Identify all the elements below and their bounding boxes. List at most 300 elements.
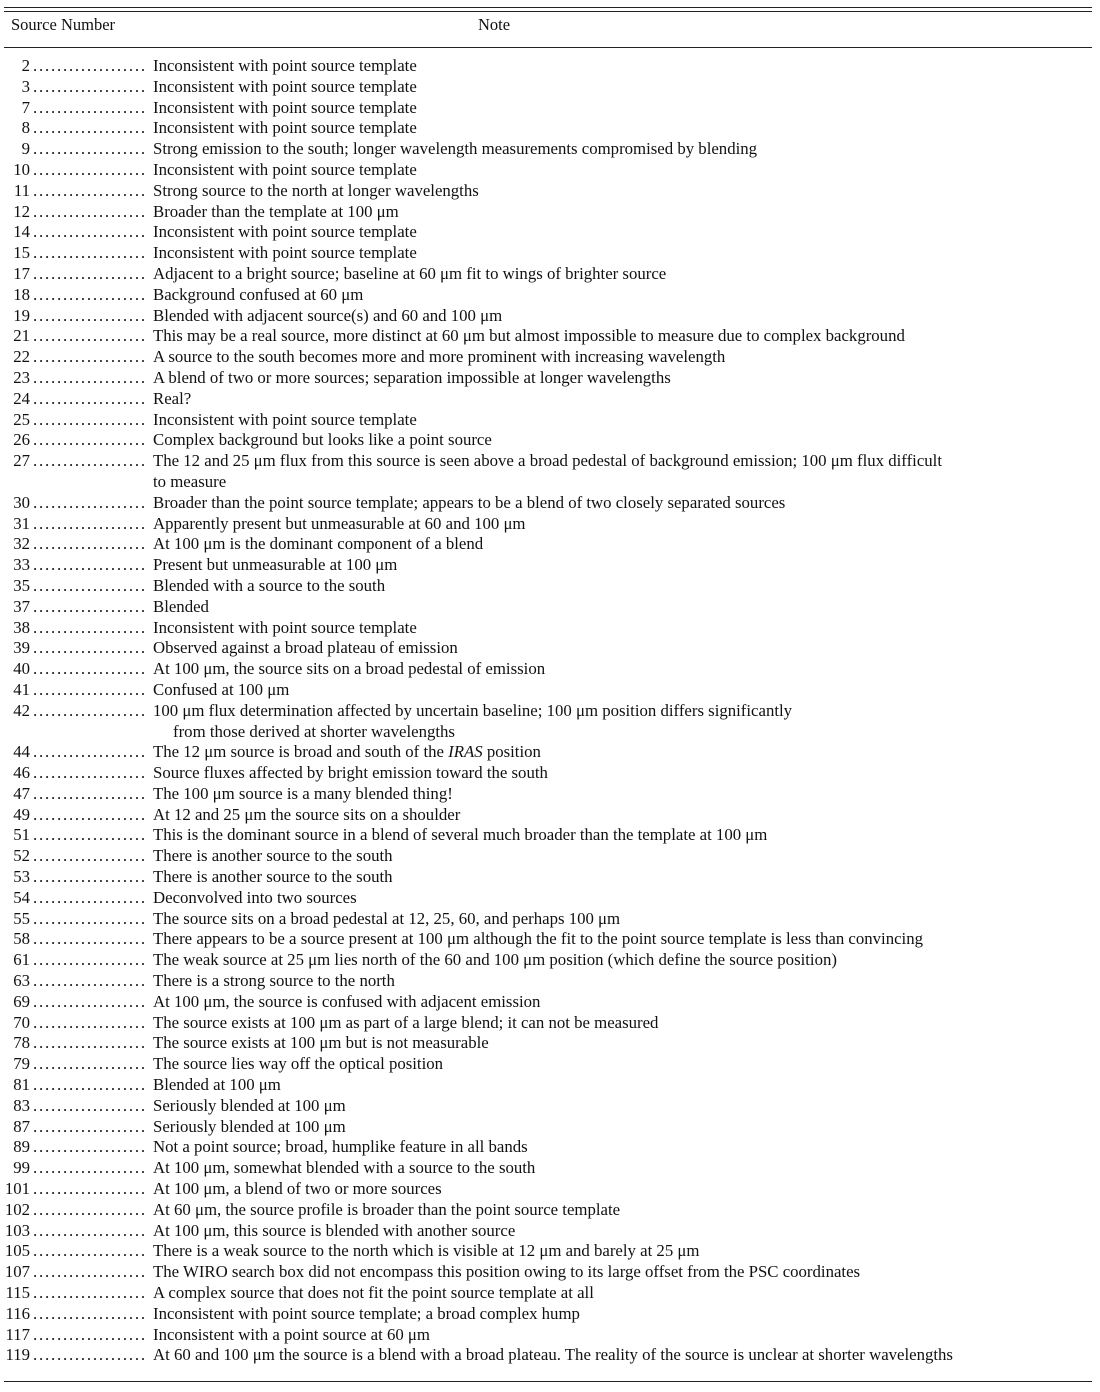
table-row [0, 805, 1100, 826]
source-number: 14 [13, 222, 30, 242]
note-line: Seriously blended at 100 μm [153, 1116, 346, 1136]
source-number: 37 [13, 596, 30, 616]
source-number: 46 [13, 763, 30, 783]
leader-dots [33, 1241, 145, 1262]
note-text [153, 950, 1093, 971]
source-number: 2 [21, 56, 30, 75]
note-text [153, 576, 1093, 597]
leader-dots [33, 638, 145, 659]
table-row [0, 1054, 1100, 1075]
table-row [0, 451, 1100, 493]
note-line: Real? [153, 388, 192, 408]
table-row [0, 306, 1100, 327]
note-text [153, 1325, 1093, 1346]
note-line: Inconsistent with point source template [153, 222, 417, 242]
note-text [153, 98, 1093, 119]
header-source-number: Source Number [11, 15, 116, 34]
source-number: 119 [5, 1345, 30, 1365]
leader-dots [33, 576, 145, 597]
leader-dots [33, 909, 145, 930]
table-row [0, 1304, 1100, 1325]
table-row [0, 326, 1100, 347]
note-text [153, 1158, 1093, 1179]
note-line: Present but unmeasurable at 100 μm [153, 555, 398, 575]
leader-dots [33, 597, 145, 618]
note-line: The weak source at 25 μm lies north of the 60 and 100 μm position (which define the source position) [153, 950, 837, 970]
note-line: At 100 μm, the source sits on a broad pedestal of emission [153, 659, 546, 679]
table-row [0, 118, 1100, 139]
note-text [153, 202, 1093, 223]
source-number: 21 [13, 326, 30, 346]
note-text [153, 784, 1093, 805]
note-line: Source fluxes affected by bright emission toward the south [153, 763, 548, 783]
table-row [0, 659, 1100, 680]
leader-dots [33, 430, 145, 451]
source-number: 18 [13, 284, 30, 304]
table-row [0, 1075, 1100, 1096]
note-line: Inconsistent with point source template [153, 56, 417, 75]
source-number: 30 [13, 492, 30, 512]
table-row [0, 576, 1100, 597]
source-number: 10 [13, 159, 30, 179]
note-text [153, 243, 1093, 264]
leader-dots [33, 56, 145, 77]
note-line: At 100 μm, the source is confused with adjacent emission [153, 991, 541, 1011]
note-text [153, 1117, 1093, 1138]
source-number: 89 [13, 1137, 30, 1157]
source-number: 42 [13, 700, 30, 720]
source-number: 7 [21, 97, 30, 117]
source-number: 52 [13, 846, 30, 866]
table-row [0, 243, 1100, 264]
table-row [0, 909, 1100, 930]
note-text [153, 222, 1093, 243]
note-text [153, 1054, 1093, 1075]
table-row [0, 763, 1100, 784]
table-row [0, 534, 1100, 555]
note-text [153, 971, 1093, 992]
note-line: At 60 μm, the source profile is broader than the point source template [153, 1199, 621, 1219]
note-text [153, 1033, 1093, 1054]
top-rule-second [4, 11, 1092, 12]
table-row [0, 160, 1100, 181]
table-row [0, 1033, 1100, 1054]
table-row [0, 1345, 1100, 1366]
leader-dots [33, 701, 145, 722]
note-line: Observed against a broad plateau of emission [153, 638, 458, 658]
note-text [153, 1075, 1093, 1096]
note-continuation: to measure [153, 471, 227, 491]
note-text [153, 56, 1093, 77]
source-number: 47 [13, 783, 30, 803]
leader-dots [33, 98, 145, 119]
source-number: 55 [13, 908, 30, 928]
note-text [153, 929, 1093, 950]
table-row [0, 867, 1100, 888]
leader-dots [33, 992, 145, 1013]
source-number: 32 [13, 534, 30, 554]
leader-dots [33, 306, 145, 327]
bottom-rule [4, 1381, 1092, 1382]
source-number: 8 [21, 118, 30, 138]
note-line: The source exists at 100 μm as part of a large blend; it can not be measured [153, 1012, 659, 1032]
note-line: The source lies way off the optical position [153, 1054, 444, 1074]
leader-dots [33, 1304, 145, 1325]
table-row [0, 285, 1100, 306]
leader-dots [33, 1137, 145, 1158]
table-row [0, 1117, 1100, 1138]
table-row [0, 1221, 1100, 1242]
note-line: At 100 μm, a blend of two or more sources [153, 1179, 442, 1199]
note-line: At 12 and 25 μm the source sits on a shoulder [153, 804, 461, 824]
table-row [0, 888, 1100, 909]
source-number: 44 [13, 742, 30, 762]
leader-dots [33, 929, 145, 950]
note-line: There appears to be a source present at 100 μm although the fit to the point source template is less than convincing [153, 929, 923, 949]
table-row [0, 493, 1100, 514]
leader-dots [33, 1013, 145, 1034]
note-text [153, 701, 1093, 743]
source-number: 78 [13, 1033, 30, 1053]
note-text [153, 430, 1093, 451]
table-row [0, 742, 1100, 763]
source-number: 83 [13, 1095, 30, 1115]
table-row [0, 1158, 1100, 1179]
leader-dots [33, 1158, 145, 1179]
source-number: 63 [13, 971, 30, 991]
table-row [0, 1179, 1100, 1200]
note-text [153, 659, 1093, 680]
table-row [0, 181, 1100, 202]
note-text [153, 1013, 1093, 1034]
note-text [153, 1096, 1093, 1117]
note-line: Inconsistent with point source template [153, 617, 417, 637]
source-number: 39 [13, 638, 30, 658]
table-row [0, 202, 1100, 223]
table-row [0, 430, 1100, 451]
note-text [153, 1137, 1093, 1158]
note-line: There is another source to the south [153, 846, 393, 866]
note-text [153, 888, 1093, 909]
source-number: 41 [13, 679, 30, 699]
leader-dots [33, 1325, 145, 1346]
table-row [0, 1283, 1100, 1304]
leader-dots [33, 160, 145, 181]
note-text [153, 763, 1093, 784]
leader-dots [33, 1179, 145, 1200]
note-line: Inconsistent with point source template; a broad complex hump [153, 1303, 580, 1323]
leader-dots [33, 410, 145, 431]
note-text [153, 638, 1093, 659]
leader-dots [33, 680, 145, 701]
note-line: Strong source to the north at longer wavelengths [153, 180, 479, 200]
note-text [153, 805, 1093, 826]
note-line: At 100 μm, this source is blended with another source [153, 1220, 516, 1240]
note-text [153, 285, 1093, 306]
note-line: At 60 and 100 μm the source is a blend with a broad plateau. The reality of the source is unclear at shorter wavelengths [153, 1345, 953, 1365]
table-row [0, 1200, 1100, 1221]
source-number: 24 [13, 388, 30, 408]
note-line: Broader than the point source template; appears to be a blend of two closely separated sources [153, 492, 786, 512]
note-line: There is a strong source to the north [153, 971, 395, 991]
top-rule [4, 7, 1092, 8]
source-number: 53 [13, 867, 30, 887]
source-number: 17 [13, 263, 30, 283]
leader-dots [33, 950, 145, 971]
table-row [0, 389, 1100, 410]
note-line: Blended with a source to the south [153, 575, 386, 595]
source-number: 25 [13, 409, 30, 429]
note-text [153, 410, 1093, 431]
table-row [0, 638, 1100, 659]
table-row [0, 139, 1100, 160]
table-row [0, 347, 1100, 368]
source-number: 105 [4, 1241, 30, 1261]
note-text [153, 181, 1093, 202]
note-text [153, 1179, 1093, 1200]
note-text [153, 368, 1093, 389]
leader-dots [33, 1283, 145, 1304]
note-text [153, 992, 1093, 1013]
leader-dots [33, 222, 145, 243]
note-line: The source sits on a broad pedestal at 12, 25, 60, and perhaps 100 μm [153, 908, 621, 928]
leader-dots [33, 825, 145, 846]
note-text [153, 160, 1093, 181]
table-row [0, 846, 1100, 867]
note-text [153, 1200, 1093, 1221]
note-text [153, 1304, 1093, 1325]
note-line: A blend of two or more sources; separation impossible at longer wavelengths [153, 367, 671, 387]
note-text [153, 77, 1093, 98]
source-number: 79 [13, 1054, 30, 1074]
table-row [0, 618, 1100, 639]
source-number: 116 [5, 1303, 30, 1323]
note-text [153, 389, 1093, 410]
note-line: Inconsistent with point source template [153, 118, 417, 138]
note-line: Inconsistent with point source template [153, 409, 417, 429]
note-line: Inconsistent with a point source at 60 μm [153, 1324, 430, 1344]
note-text [153, 867, 1093, 888]
leader-dots [33, 1200, 145, 1221]
note-text [153, 555, 1093, 576]
source-number: 107 [4, 1262, 30, 1282]
leader-dots [33, 1033, 145, 1054]
source-number: 103 [4, 1220, 30, 1240]
note-text [153, 118, 1093, 139]
note-line: A source to the south becomes more and more prominent with increasing wavelength [153, 347, 726, 367]
leader-dots [33, 139, 145, 160]
note-line: Blended at 100 μm [153, 1075, 281, 1095]
note-text [153, 534, 1093, 555]
note-line: There is a weak source to the north which is visible at 12 μm and barely at 25 μm [153, 1241, 700, 1261]
leader-dots [33, 389, 145, 410]
header-rule [4, 47, 1092, 48]
source-number: 54 [13, 887, 30, 907]
source-number: 117 [5, 1324, 30, 1344]
note-text [153, 1283, 1093, 1304]
table-row [0, 701, 1100, 743]
source-number: 101 [4, 1179, 30, 1199]
note-text [153, 139, 1093, 160]
note-text [153, 514, 1093, 535]
table-row [0, 222, 1100, 243]
leader-dots [33, 1096, 145, 1117]
note-line: This is the dominant source in a blend of several much broader than the template at 100 μm [153, 825, 768, 845]
leader-dots [33, 846, 145, 867]
leader-dots [33, 763, 145, 784]
table-row [0, 929, 1100, 950]
source-number: 115 [5, 1283, 30, 1303]
note-text [153, 909, 1093, 930]
leader-dots [33, 555, 145, 576]
note-text [153, 451, 1093, 493]
note-line: The WIRO search box did not encompass this position owing to its large offset from the PSC coordinates [153, 1262, 861, 1282]
source-number: 102 [4, 1199, 30, 1219]
source-number: 23 [13, 367, 30, 387]
source-number: 87 [13, 1116, 30, 1136]
source-number: 49 [13, 804, 30, 824]
table-row [0, 514, 1100, 535]
table-row [0, 1013, 1100, 1034]
source-number: 11 [13, 180, 30, 200]
table-row [0, 56, 1100, 77]
note-text [153, 846, 1093, 867]
table-row [0, 98, 1100, 119]
note-text [153, 825, 1093, 846]
leader-dots [33, 181, 145, 202]
source-number: 19 [13, 305, 30, 325]
note-text [153, 1345, 1093, 1366]
note-line: Blended with adjacent source(s) and 60 and 100 μm [153, 305, 503, 325]
note-line: At 100 μm is the dominant component of a blend [153, 534, 484, 554]
leader-dots [33, 243, 145, 264]
note-line: The 12 μm source is broad and south of the IRAS position [153, 742, 541, 762]
source-number: 61 [13, 950, 30, 970]
note-text [153, 597, 1093, 618]
table-row [0, 680, 1100, 701]
table-row [0, 1241, 1100, 1262]
leader-dots [33, 534, 145, 555]
note-line: Background confused at 60 μm [153, 284, 364, 304]
note-line: Inconsistent with point source template [153, 76, 417, 96]
source-number: 69 [13, 991, 30, 1011]
note-line: The 12 and 25 μm flux from this source is seen above a broad pedestal of background emission; 100 μm flux difficult [153, 451, 942, 471]
note-line: Not a point source; broad, humplike feature in all bands [153, 1137, 528, 1157]
note-line: Blended [153, 596, 209, 616]
note-continuation: from those derived at shorter wavelengths [173, 721, 455, 741]
table-row [0, 950, 1100, 971]
leader-dots [33, 514, 145, 535]
leader-dots [33, 326, 145, 347]
source-number: 99 [13, 1158, 30, 1178]
note-text [153, 618, 1093, 639]
note-line: Adjacent to a bright source; baseline at 60 μm fit to wings of brighter source [153, 263, 667, 283]
source-number: 27 [13, 451, 30, 471]
table-row [0, 555, 1100, 576]
table-row [0, 1262, 1100, 1283]
leader-dots [33, 784, 145, 805]
leader-dots [33, 77, 145, 98]
leader-dots [33, 1075, 145, 1096]
table-row [0, 784, 1100, 805]
note-text [153, 493, 1093, 514]
header-note: Note [478, 15, 511, 34]
note-text [153, 326, 1093, 347]
leader-dots [33, 1345, 145, 1366]
note-line: The source exists at 100 μm but is not measurable [153, 1033, 489, 1053]
note-line: Inconsistent with point source template [153, 97, 417, 117]
note-line: Complex background but looks like a point source [153, 430, 492, 450]
source-number: 40 [13, 659, 30, 679]
leader-dots [33, 451, 145, 472]
leader-dots [33, 368, 145, 389]
note-line: There is another source to the south [153, 867, 393, 887]
leader-dots [33, 493, 145, 514]
note-line: This may be a real source, more distinct at 60 μm but almost impossible to measure due to complex background [153, 326, 905, 346]
table-row [0, 77, 1100, 98]
table-row [0, 368, 1100, 389]
source-number: 81 [13, 1075, 30, 1095]
leader-dots [33, 264, 145, 285]
leader-dots [33, 888, 145, 909]
note-line: Seriously blended at 100 μm [153, 1095, 346, 1115]
source-number: 58 [13, 929, 30, 949]
source-number: 51 [13, 825, 30, 845]
source-number: 9 [21, 139, 30, 159]
source-number: 35 [13, 575, 30, 595]
note-line: Deconvolved into two sources [153, 887, 357, 907]
note-text [153, 1221, 1093, 1242]
note-text [153, 264, 1093, 285]
leader-dots [33, 1117, 145, 1138]
leader-dots [33, 1054, 145, 1075]
table-row [0, 410, 1100, 431]
note-line: Apparently present but unmeasurable at 60 and 100 μm [153, 513, 526, 533]
table-row [0, 264, 1100, 285]
source-number: 3 [21, 76, 30, 96]
leader-dots [33, 867, 145, 888]
table-row [0, 1096, 1100, 1117]
leader-dots [33, 618, 145, 639]
note-line: Strong emission to the south; longer wavelength measurements compromised by blending [153, 139, 758, 159]
table-row [0, 1325, 1100, 1346]
note-text [153, 1262, 1093, 1283]
leader-dots [33, 202, 145, 223]
note-text [153, 742, 1093, 763]
leader-dots [33, 659, 145, 680]
note-text [153, 680, 1093, 701]
source-number: 33 [13, 555, 30, 575]
table-row [0, 971, 1100, 992]
leader-dots [33, 805, 145, 826]
note-text [153, 347, 1093, 368]
note-text [153, 1241, 1093, 1262]
note-line: A complex source that does not fit the point source template at all [153, 1283, 594, 1303]
source-number: 12 [13, 201, 30, 221]
leader-dots [33, 118, 145, 139]
note-line: Broader than the template at 100 μm [153, 201, 399, 221]
table-row [0, 825, 1100, 846]
source-number: 70 [13, 1012, 30, 1032]
source-number: 38 [13, 617, 30, 637]
note-text [153, 306, 1093, 327]
note-line: At 100 μm, somewhat blended with a source to the south [153, 1158, 536, 1178]
leader-dots [33, 971, 145, 992]
table-row [0, 992, 1100, 1013]
source-number: 22 [13, 347, 30, 367]
table-row [0, 1137, 1100, 1158]
table-body [0, 56, 1100, 1366]
